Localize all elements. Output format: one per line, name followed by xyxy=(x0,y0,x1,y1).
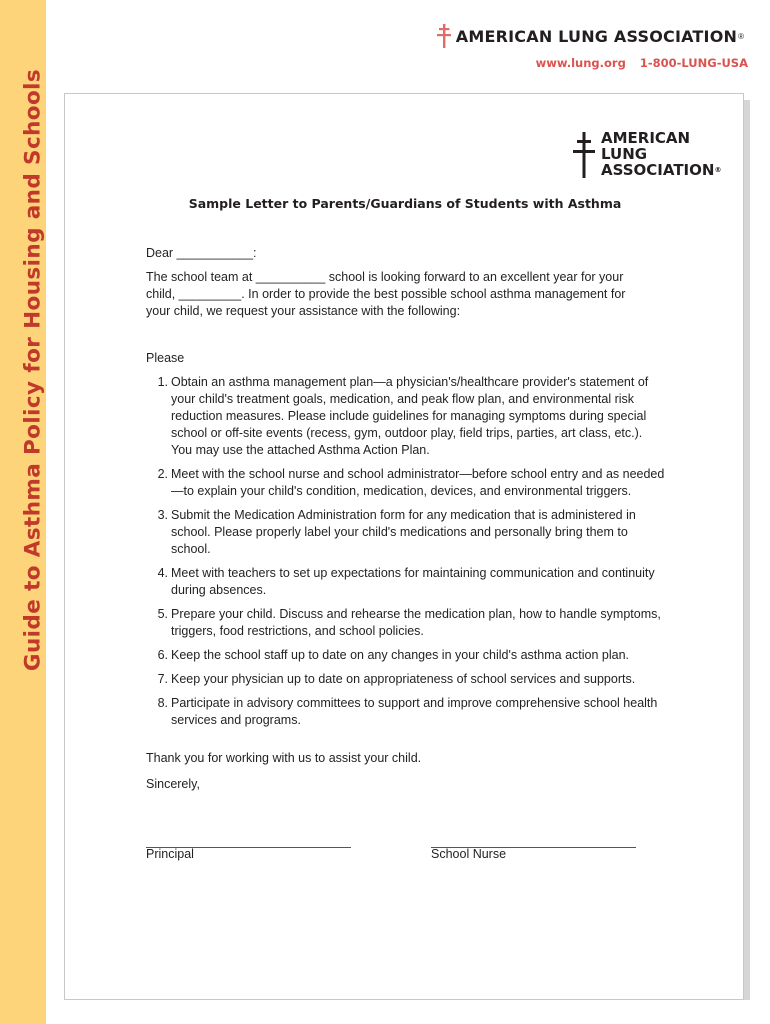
registered-mark: ® xyxy=(738,31,744,41)
list-item: 7. Keep your physician up to date on appropriateness of school services and supports. xyxy=(157,672,636,686)
request-list xyxy=(146,374,666,736)
intro-paragraph: The school team at __________ school is looking forward to an excellent year for your child, _________. In order to provide the best possible school asthma management for your child, we request your assistance with the following: xyxy=(146,270,626,318)
letter-page xyxy=(64,93,744,1000)
logo-registered-mark: ® xyxy=(714,166,722,174)
list-item: 1. Obtain an asthma management plan—a physician's/healthcare provider's statement of your child's treatment goals, medication, and peak flow plan, and environmental risk reduction measures. Please include guidelines for managing symptoms during special school or off-site events (recess, gym, outdoor play, field trips, parties, art class, etc.). You may use the attached Asthma Action Plan. xyxy=(157,375,649,457)
list-item: 6. Keep the school staff up to date on any changes in your child's asthma action plan. xyxy=(157,648,630,662)
nurse-label: School Nurse xyxy=(431,847,507,861)
logo-line-2: LUNG xyxy=(601,145,648,163)
contact-line xyxy=(536,56,748,70)
list-item: 8. Participate in advisory committees to support and improve comprehensive school health services and programs. xyxy=(157,696,658,727)
closing-line: Sincerely, xyxy=(146,777,200,791)
logo-text xyxy=(601,130,721,178)
letter-title: Sample Letter to Parents/Guardians of Students with Asthma xyxy=(188,196,622,211)
ala-logo xyxy=(573,130,721,178)
double-cross-icon xyxy=(573,132,595,178)
logo-line-1: AMERICAN xyxy=(601,129,691,147)
double-cross-icon xyxy=(437,24,451,48)
website-link[interactable]: www.lung.org xyxy=(535,56,626,70)
greeting: Dear ___________: xyxy=(146,246,257,260)
list-item: 2. Meet with the school nurse and school administrator—before school entry and as needed—to explain your child's condition, medication, devices, and environmental triggers. xyxy=(157,467,665,498)
phone-number: 1-800-LUNG-USA xyxy=(639,56,748,70)
list-item: 4. Meet with teachers to set up expectations for maintaining communication and continuity during absences. xyxy=(157,566,655,597)
brand-name: AMERICAN LUNG ASSOCIATION xyxy=(455,26,738,46)
thanks-line: Thank you for working with us to assist your child. xyxy=(146,751,422,765)
list-item: 5. Prepare your child. Discuss and rehearse the medication plan, how to handle symptoms, triggers, food restrictions, and school policies. xyxy=(157,607,661,638)
please-label: Please xyxy=(146,351,185,365)
principal-label: Principal xyxy=(146,847,194,861)
logo-line-3: ASSOCIATION® xyxy=(601,161,722,179)
guide-title: Guide to Asthma Policy for Housing and Schools xyxy=(20,68,46,672)
list-item: 3. Submit the Medication Administration form for any medication that is administered in school. Please properly label your child's medications and personally bring them to school. xyxy=(157,508,636,556)
header-brand xyxy=(437,24,744,48)
